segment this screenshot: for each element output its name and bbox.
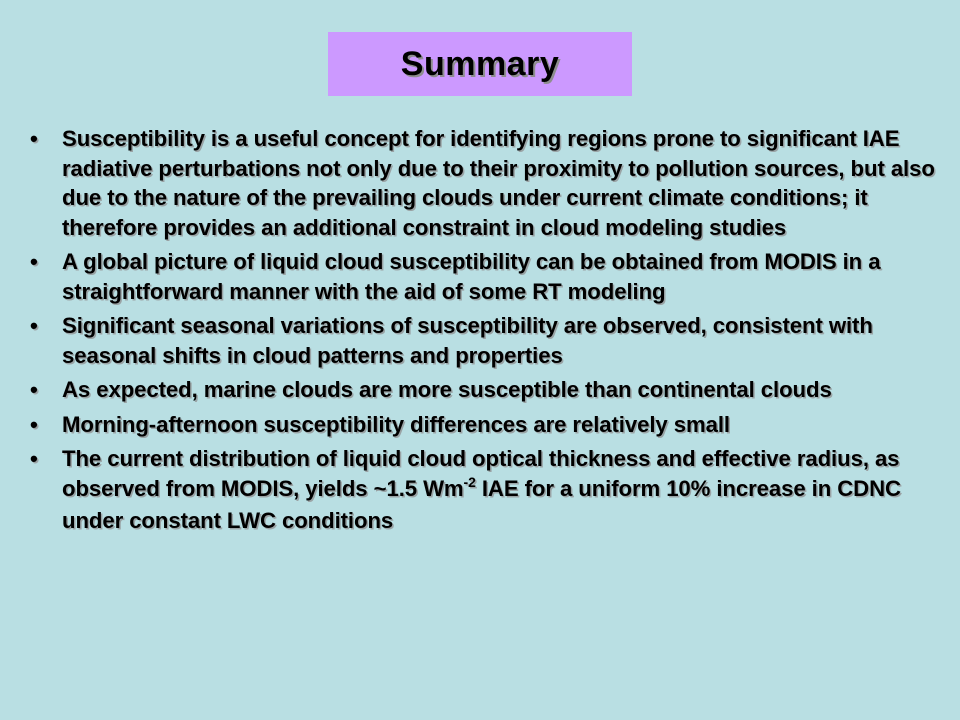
slide-title: Summary [400,44,560,83]
title-box [328,32,632,96]
bullet-item [30,444,945,536]
bullet-text: As expected, marine clouds are more susceptible than continental clouds [62,377,832,402]
bullet-item [30,311,945,370]
bullet-text-post: IAE for a uniform 10% increase in CDNC under constant LWC conditions [62,475,901,533]
bullet-item [30,247,945,306]
bullet-text-pre: The current distribution of liquid cloud optical thickness and effective radius, as observed from MODIS, yields ~1.5 Wm [62,446,900,501]
bullet-text: Morning-afternoon susceptibility differences are relatively small [62,411,730,437]
bullet-list [30,124,945,541]
bullet-text: Susceptibility is a useful concept for identifying regions prone to significant IAE radiative perturbations not only due to their proximity to pollution sources, but also due to the nature of the prevailing clouds under current climate conditions; it therefore provides an additional constraint in cloud modeling studies [62,126,935,240]
bullet-superscript: -2 [463,473,476,490]
bullet-item [30,124,945,242]
bullet-item [30,410,945,440]
bullet-item [30,375,945,405]
bullet-text: A global picture of liquid cloud susceptibility can be obtained from MODIS in a straightforward manner with the aid of some RT modeling [62,249,881,304]
bullet-text: Significant seasonal variations of susceptibility are observed, consistent with seasonal shifts in cloud patterns and properties [62,313,873,368]
